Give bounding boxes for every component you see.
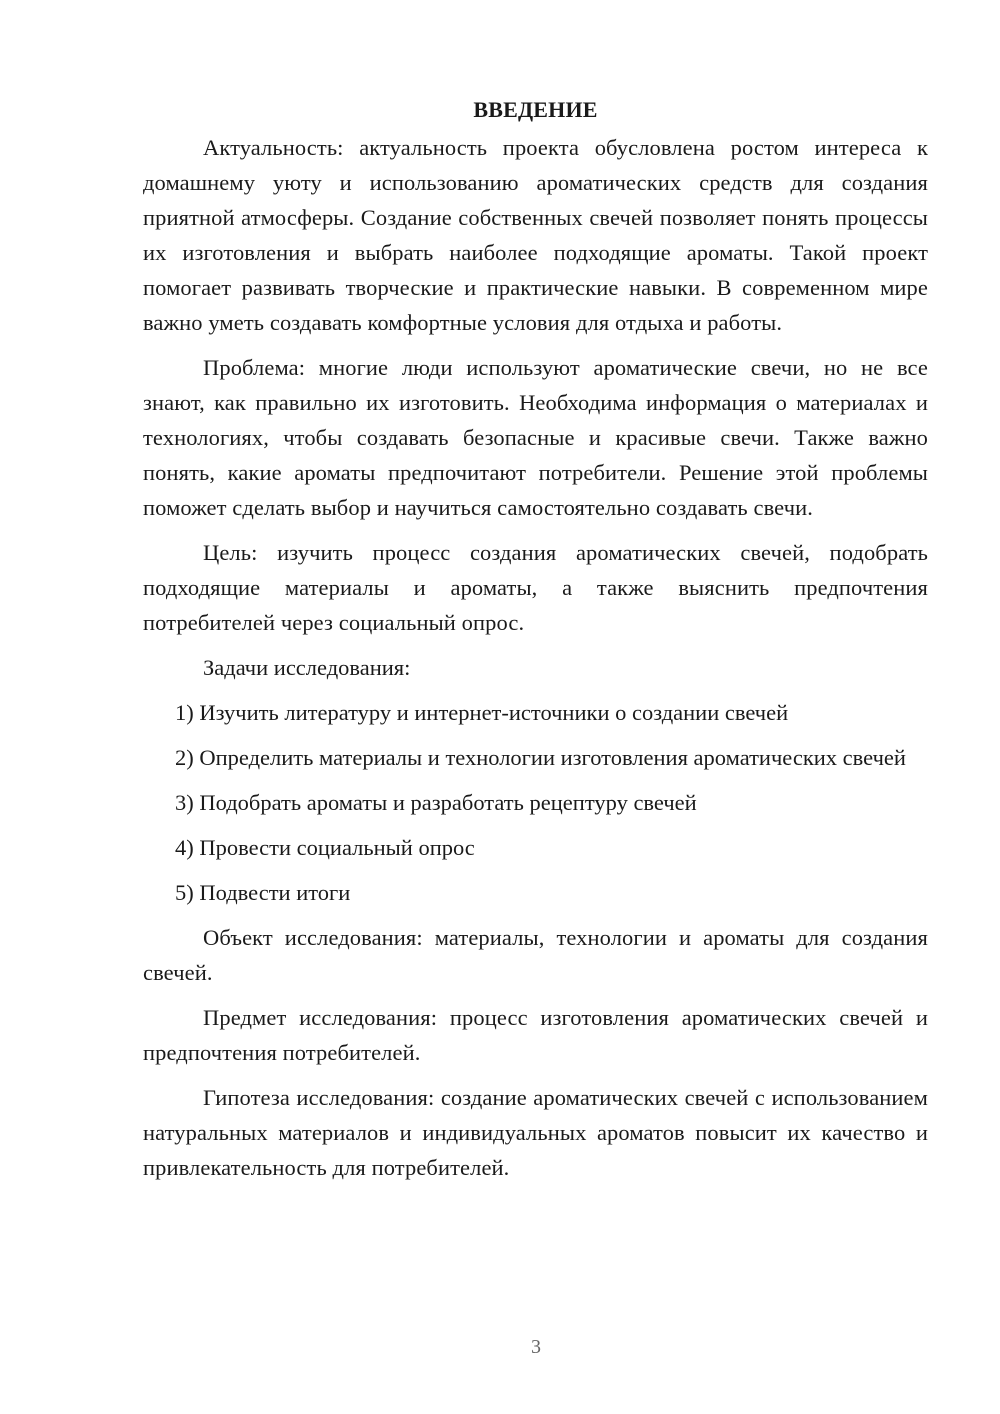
page-number: 3 [531, 1336, 541, 1358]
task-item-5: 5) Подвести итоги [175, 880, 351, 905]
task-item-3: 3) Подобрать ароматы и разработать рецептуру свечей [175, 790, 697, 815]
task-item-4: 4) Провести социальный опрос [175, 835, 475, 860]
document-page [143, 95, 928, 1195]
page-title: ВВЕДЕНИЕ [473, 97, 598, 122]
tasks-heading: Задачи исследования: [203, 655, 411, 680]
paragraph-hypothesis: Гипотеза исследования: создание ароматических свечей с использованием натуральных материалов и индивидуальных ароматов повысит их качество и привлекательность для потребителей. [143, 1085, 928, 1180]
paragraph-object: Объект исследования: материалы, технологии и ароматы для создания свечей. [143, 925, 928, 985]
task-item-2: 2) Определить материалы и технологии изготовления ароматических свечей [175, 745, 906, 770]
paragraph-goal: Цель: изучить процесс создания ароматических свечей, подобрать подходящие материалы и ароматы, а также выяснить предпочтения потребителей через социальный опрос. [143, 540, 928, 635]
paragraph-problem: Проблема: многие люди используют ароматические свечи, но не все знают, как правильно их изготовить. Необходима информация о материалах и технологиях, чтобы создавать безопасные и красивые свечи. Также важно понять, какие ароматы предпочитают потребители. Решение этой проблемы поможет сделать выбор и научиться самостоятельно создавать свечи. [143, 355, 928, 520]
paragraph-subject: Предмет исследования: процесс изготовления ароматических свечей и предпочтения потребителей. [143, 1005, 928, 1065]
paragraph-relevance: Актуальность: актуальность проекта обусловлена ростом интереса к домашнему уюту и использованию ароматических средств для создания приятной атмосферы. Создание собственных свечей позволяет понять процессы их изготовления и выбрать наиболее подходящие ароматы. Такой проект помогает развивать творческие и практические навыки. В современном мире важно уметь создавать комфортные условия для отдыха и работы. [143, 135, 928, 335]
task-item-1: 1) Изучить литературу и интернет-источники о создании свечей [175, 700, 789, 725]
